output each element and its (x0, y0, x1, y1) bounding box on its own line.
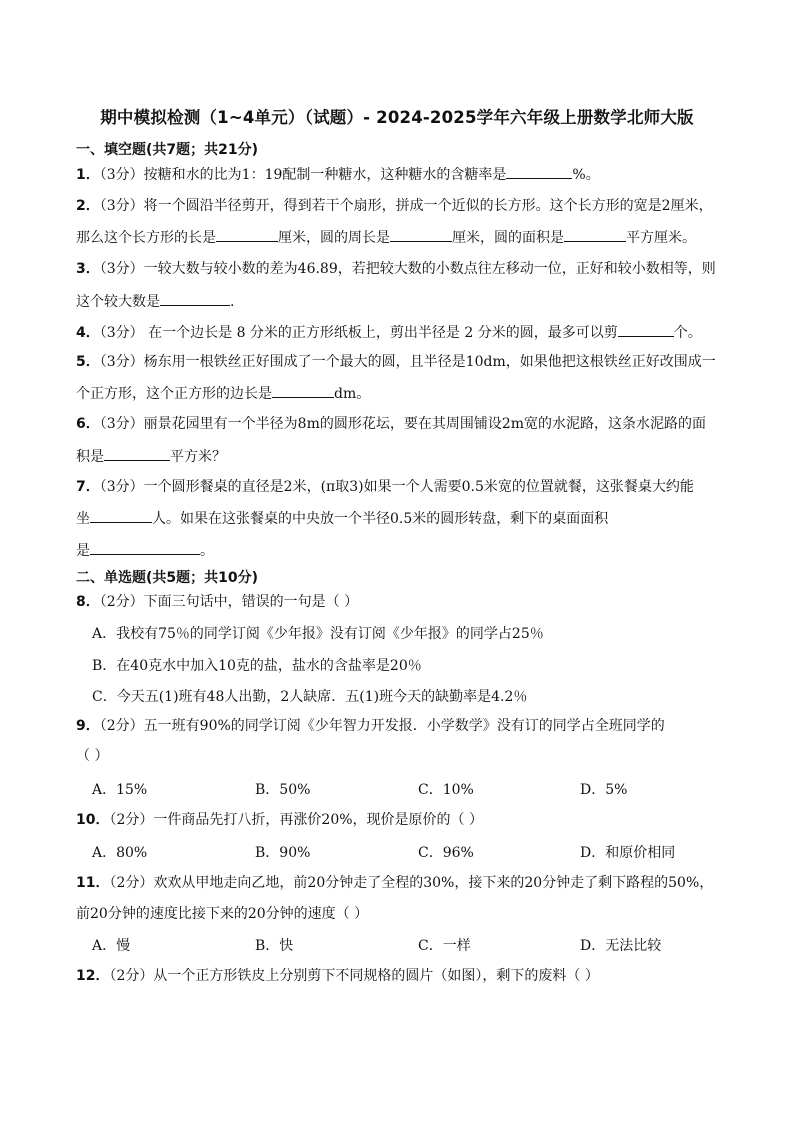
q11-option-d[interactable]: D．无法比较 (580, 938, 662, 954)
question-8: 8．（2分）下面三句话中，错误的一句是（ ） (76, 594, 359, 610)
question-3-line-2: 这个较大数是 . (76, 291, 234, 312)
question-1: 1．（3分）按糖和水的比为1：19配制一种糖水，这种糖水的含糖率是 %。 (76, 164, 600, 185)
q9-option-b[interactable]: B．50% (255, 782, 311, 798)
q9-option-c[interactable]: C．10% (418, 782, 474, 798)
question-12: 12．（2分）从一个正方形铁皮上分别剪下不同规格的圆片（如图），剩下的废料（ ） (76, 968, 599, 984)
question-4: 4．（3分） 在一个边长是 8 分米的正方形纸板上，剪出半径是 2 分米的圆，最多可以剪 个。 (76, 322, 702, 343)
q10-option-a[interactable]: A．80% (92, 845, 148, 861)
answer-blank[interactable] (390, 227, 452, 242)
exam-title: 期中模拟检测（1~4单元）（试题）- 2024-2025学年六年级上册数学北师大版 (100, 108, 694, 127)
question-6-line-2: 积是 平方米？ (76, 446, 226, 467)
q8-option-c[interactable]: C．今天五(1)班有48人出勤，2人缺席．五(1)班今天的缺勤率是4.2％ (92, 689, 528, 705)
question-6: 6．（3分）丽景花园里有一个半径为8m的圆形花坛，要在其周围铺设2m宽的水泥路，这条水泥路的面 (76, 416, 707, 432)
q9-option-a[interactable]: A．15% (92, 782, 148, 798)
question-7-line-3: 是 。 (76, 540, 214, 561)
question-5-line-2: 个正方形，这个正方形的边长是 dm。 (76, 383, 370, 404)
section-heading-fill-in: 一、填空题(共7题；共21分) (76, 142, 259, 158)
question-9-line-2: （ ） (76, 748, 109, 764)
q11-option-a[interactable]: A．慢 (92, 938, 131, 954)
answer-blank[interactable] (216, 227, 278, 242)
answer-blank[interactable] (160, 291, 230, 306)
answer-blank[interactable] (90, 540, 200, 555)
question-2: 2．（3分）将一个圆沿半径剪开，得到若干个扇形，拼成一个近似的长方形。这个长方形的宽是2厘米， (76, 198, 713, 214)
answer-blank[interactable] (506, 164, 572, 179)
question-7-line-2: 坐 人。如果在这张餐桌的中央放一个半径0.5米的圆形转盘，剩下的桌面面积 (76, 508, 608, 529)
answer-blank[interactable] (90, 508, 152, 523)
q11-option-b[interactable]: B．快 (255, 938, 294, 954)
question-5: 5．（3分）杨东用一根铁丝正好围成了一个最大的圆，且半径是10dm，如果他把这根铁丝正好改围成一 (76, 354, 716, 370)
answer-blank[interactable] (564, 227, 626, 242)
q8-option-b[interactable]: B．在40克水中加入10克的盐，盐水的含盐率是20％ (92, 658, 422, 674)
question-11: 11．（2分）欢欢从甲地走向乙地，前20分钟走了全程的30%，接下来的20分钟走了剩下路程的50%， (76, 875, 714, 891)
q10-option-d[interactable]: D．和原价相同 (580, 845, 676, 861)
q9-option-d[interactable]: D．5% (580, 782, 628, 798)
question-11-line-2: 前20分钟的速度比接下来的20分钟的速度（ ） (76, 906, 369, 922)
q10-option-b[interactable]: B．90% (255, 845, 311, 861)
q10-option-c[interactable]: C．96% (418, 845, 474, 861)
question-2-line-2: 那么这个长方形的长是 厘米，圆的周长是 厘米，圆的面积是 平方厘米。 (76, 227, 696, 248)
q8-option-a[interactable]: A．我校有75％的同学订阅《少年报》没有订阅《少年报》的同学占25％ (92, 626, 544, 642)
answer-blank[interactable] (272, 383, 334, 398)
question-3: 3．（3分）一较大数与较小数的差为46.89，若把较大数的小数点往左移动一位，正好和较小数相等，则 (76, 261, 716, 277)
question-10: 10．（2分）一件商品先打八折，再涨价20%，现价是原价的（ ） (76, 812, 483, 828)
section-heading-single-choice: 二、单选题(共5题；共10分) (76, 570, 259, 586)
q11-option-c[interactable]: C．一样 (418, 938, 471, 954)
answer-blank[interactable] (104, 446, 170, 461)
question-9: 9．（2分）五一班有90%的同学订阅《少年智力开发报．小学数学》没有订的同学占全班同学的 (76, 718, 665, 734)
answer-blank[interactable] (618, 322, 674, 337)
question-7: 7．（3分）一个圆形餐桌的直径是2米，(π取3)如果一个人需要0.5米宽的位置就餐，这张餐桌大约能 (76, 479, 694, 495)
